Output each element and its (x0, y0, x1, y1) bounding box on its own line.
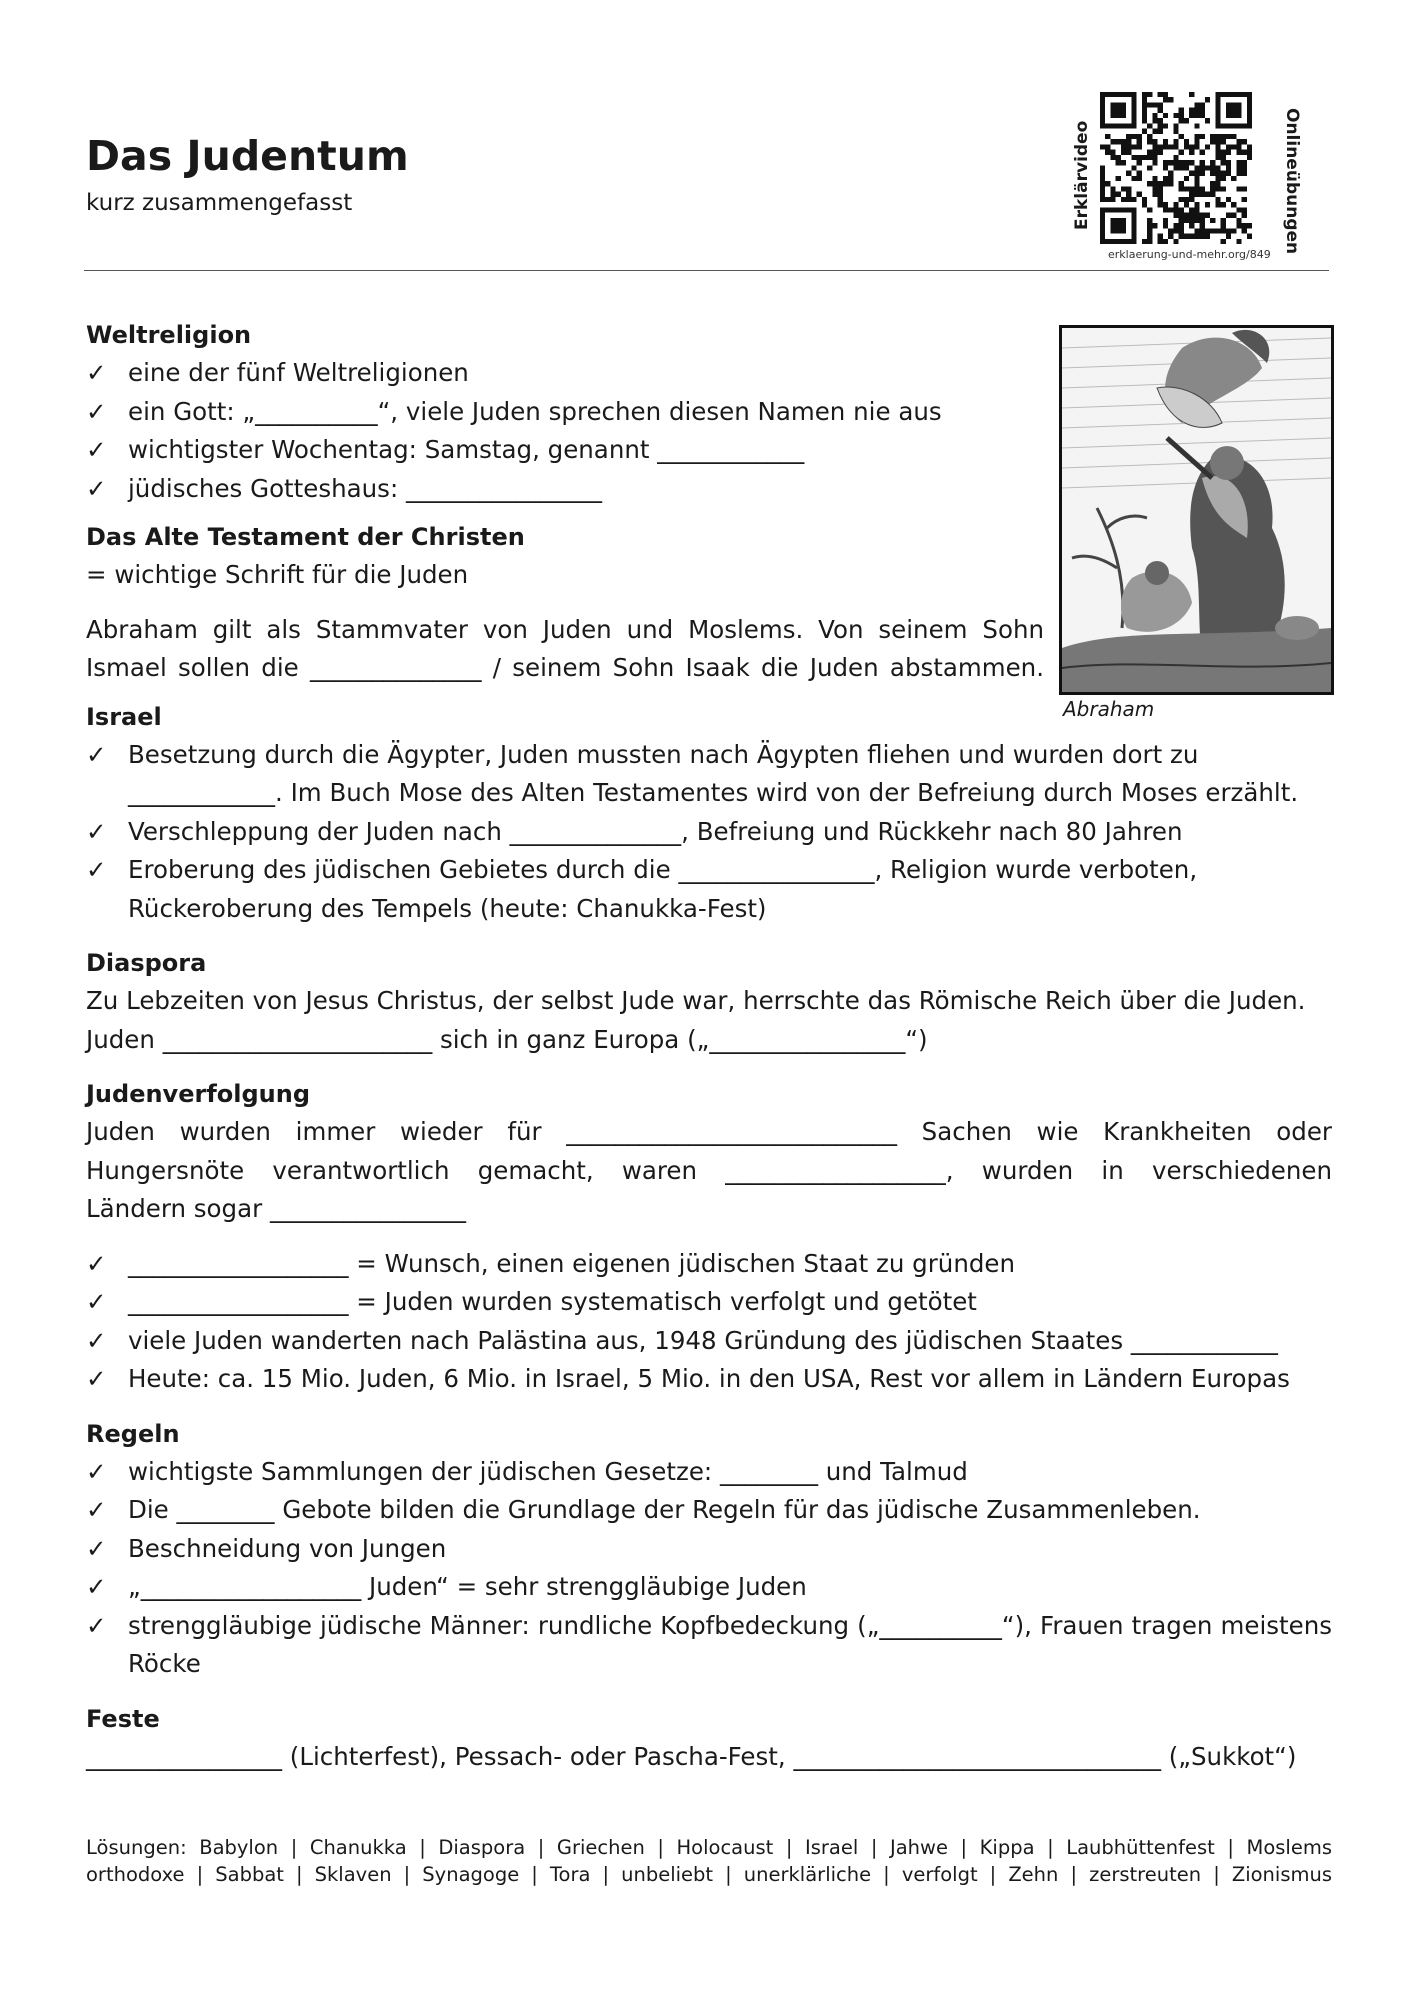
section-diaspora (86, 944, 1332, 1059)
list-item: ✓ wichtigste Sammlungen der jüdischen Gesetze: ________ und Talmud (86, 1453, 1332, 1492)
check-icon: ✓ (86, 1456, 107, 1486)
list-item: ✓ Verschleppung der Juden nach ______________, Befreiung und Rückkehr nach 80 Jahren (86, 813, 1332, 852)
check-icon: ✓ (86, 1572, 107, 1601)
text-line: ________________ (Lichterfest), Pessach- oder Pascha-Fest, ______________________________ („Sukkot“) (86, 1741, 1297, 1771)
check-icon: ✓ (86, 1533, 107, 1563)
check-icon: ✓ (86, 1610, 107, 1640)
check-icon: ✓ (86, 1287, 107, 1316)
list-item: ✓ viele Juden wanderten nach Palästina aus, 1948 Gründung des jüdischen Staates ____________ (86, 1322, 1332, 1361)
worksheet-content (86, 300, 1332, 1776)
text-line: Hungersnöte verantwortlich gemacht, waren __________________, wurden in verschiedenen (86, 1155, 1332, 1185)
check-icon: ✓ (86, 816, 107, 846)
check-icon: ✓ (86, 396, 107, 426)
list-item: ✓ Besetzung durch die Ägypter, Juden mussten nach Ägypten fliehen und wurden dort zu ____________. Im Buch Mose des Alten Testamentes wird von der Befreiung durch Moses erzählt. (86, 736, 1332, 813)
text-line: Juden wurden immer wieder für ___________________________ Sachen wie Krankheiten oder (86, 1117, 1332, 1146)
section-title: Diaspora (86, 949, 207, 977)
section-title: Weltreligion (86, 321, 252, 349)
list-item: ✓ strenggläubige jüdische Männer: rundliche Kopfbedeckung („__________“), Frauen tragen meistens Röcke (86, 1607, 1332, 1684)
list-item: ✓ Heute: ca. 15 Mio. Juden, 6 Mio. in Israel, 5 Mio. in den USA, Rest vor allem in Ländern Europas (86, 1360, 1332, 1399)
section-weltreligion (86, 316, 1332, 508)
list-item: ✓ wichtigster Wochentag: Samstag, genannt ____________ (86, 431, 1044, 470)
list-item: ✓ Eroberung des jüdischen Gebietes durch die ________________, Religion wurde verboten, Rückeroberung des Tempels (heute: Chanukka-Fest) (86, 851, 1332, 928)
text-line: = wichtige Schrift für die Juden (86, 560, 469, 589)
check-icon: ✓ (86, 855, 107, 884)
list-item: ✓ jüdisches Gotteshaus: ________________ (86, 470, 1044, 509)
qr-label-exercises: Onlineübungen (1282, 108, 1302, 255)
check-icon: ✓ (86, 739, 107, 769)
list-item: ✓ ein Gott: „__________“, viele Juden sprechen diesen Namen nie aus (86, 393, 1044, 432)
solutions-box (86, 1834, 1332, 1888)
text-line: Zu Lebzeiten von Jesus Christus, der selbst Jude war, herrschte das Römische Reich über die Juden. (86, 986, 1306, 1015)
section-israel (86, 698, 1332, 929)
text-line: Juden ______________________ sich in ganz Europa („________________“) (86, 1024, 928, 1054)
page-subtitle: kurz zusammengefasst (86, 190, 353, 216)
list-item: ✓ eine der fünf Weltreligionen (86, 354, 1044, 393)
list-item: ✓ __________________ = Wunsch, einen eigenen jüdischen Staat zu gründen (86, 1245, 1332, 1284)
list-item: ✓ Beschneidung von Jungen (86, 1530, 1332, 1569)
section-title: Israel (86, 702, 162, 731)
section-title: Judenverfolgung (86, 1080, 311, 1108)
solutions-line: Lösungen: Babylon | Chanukka | Diaspora | Griechen | Holocaust | Israel | Jahwe | Kippa | Laubhüttenfest | Moslems (86, 1836, 1332, 1859)
section-title: Das Alte Testament der Christen (86, 523, 525, 551)
solutions-line: orthodoxe | Sabbat | Sklaven | Synagoge | Tora | unbeliebt | unerklärliche | verfolgt | Zehn | zerstreuten | Zionismus (86, 1863, 1332, 1886)
text-line: Abraham gilt als Stammvater von Juden und Moslems. Von seinem Sohn (86, 614, 1044, 644)
section-title: Feste (86, 1704, 160, 1733)
section-testament (86, 518, 1332, 688)
section-title: Regeln (86, 1419, 180, 1448)
list-item: ✓ „__________________ Juden“ = sehr strenggläubige Juden (86, 1568, 1332, 1607)
qr-code-icon[interactable] (1100, 92, 1252, 244)
qr-label-video: Erklärvideo (1072, 120, 1092, 230)
list-item: ✓ Die ________ Gebote bilden die Grundlage der Regeln für das jüdische Zusammenleben. (86, 1491, 1332, 1530)
section-feste (86, 1700, 1332, 1777)
list-item: ✓ __________________ = Juden wurden systematisch verfolgt und getötet (86, 1283, 1332, 1322)
text-line: Ländern sogar ________________ (86, 1194, 466, 1223)
section-judenverfolgung (86, 1075, 1332, 1399)
header-divider (84, 270, 1329, 271)
check-icon: ✓ (86, 473, 107, 503)
check-icon: ✓ (86, 1325, 107, 1355)
check-icon: ✓ (86, 1248, 107, 1278)
check-icon: ✓ (86, 1495, 107, 1524)
image-caption: Abraham (1063, 697, 1155, 721)
page-title: Das Judentum (86, 132, 409, 180)
section-regeln (86, 1415, 1332, 1684)
check-icon: ✓ (86, 358, 107, 387)
text-line: Ismael sollen die ______________ / seinem Sohn Isaak die Juden abstammen. (86, 653, 1044, 682)
qr-url[interactable]: erklaerung-und-mehr.org/849 (1108, 248, 1271, 261)
check-icon: ✓ (86, 1364, 107, 1393)
check-icon: ✓ (86, 435, 107, 464)
